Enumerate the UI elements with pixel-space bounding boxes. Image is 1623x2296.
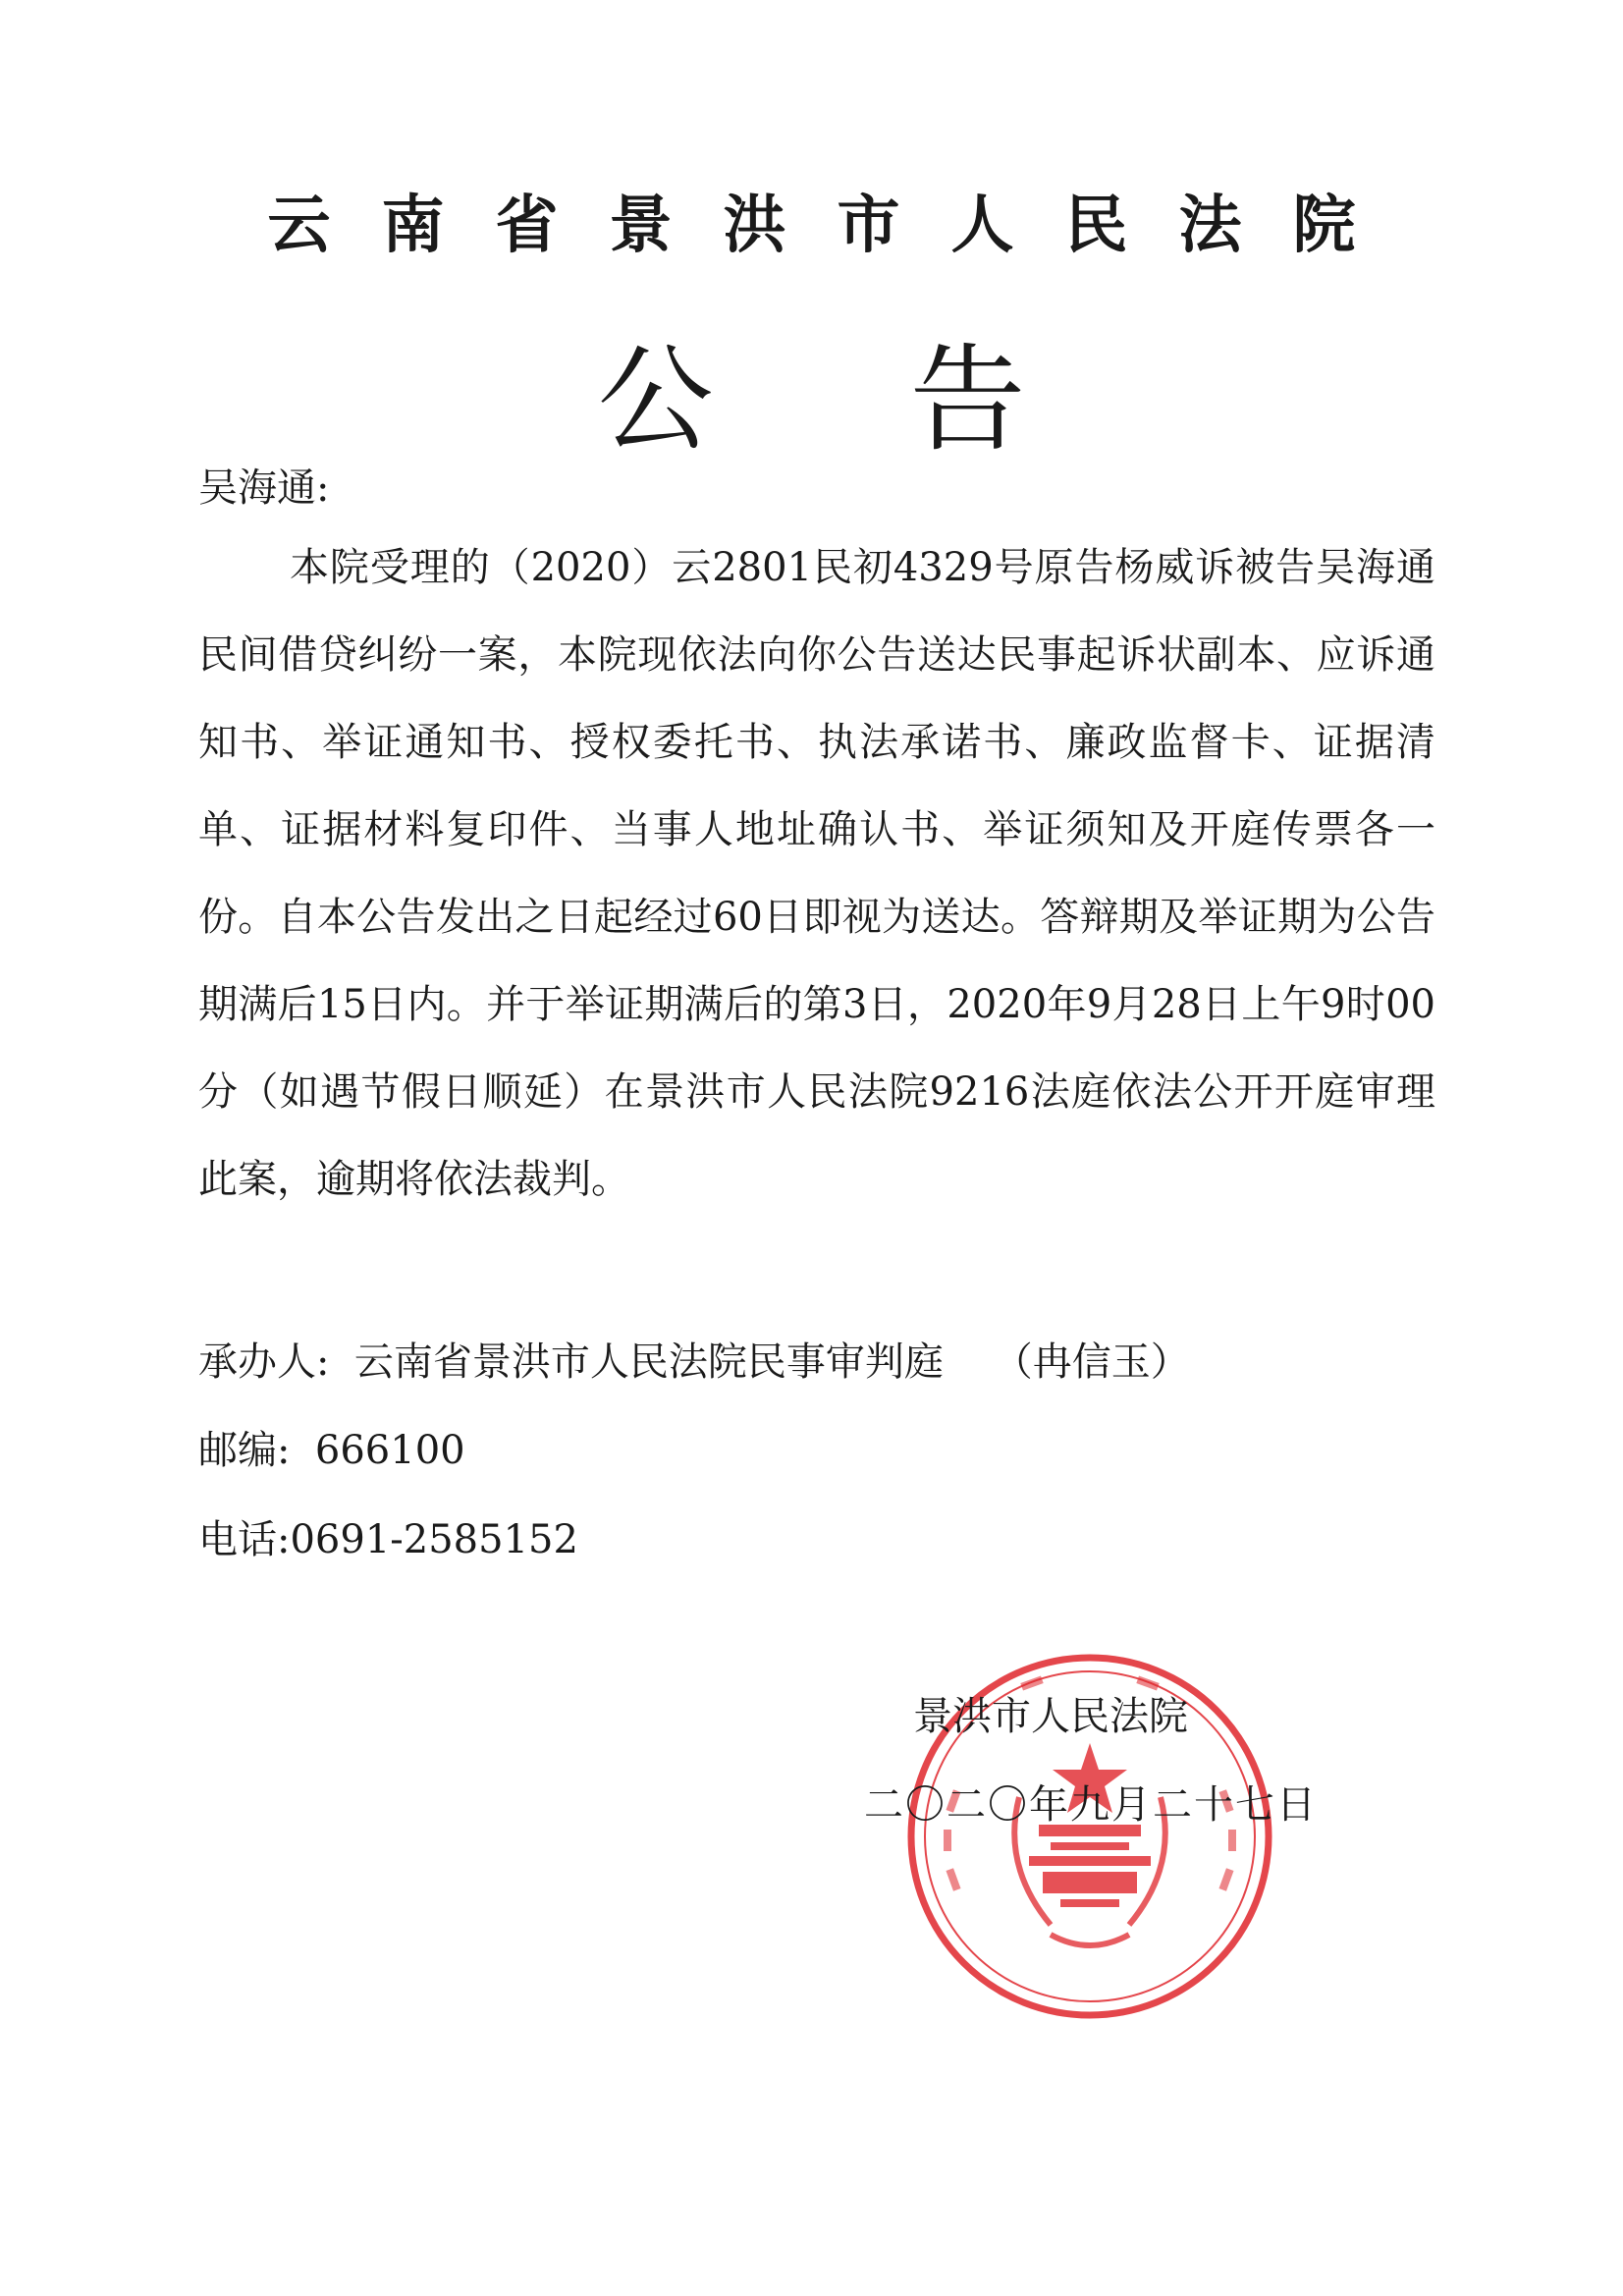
signature-date: 二〇二〇年九月二十七日 [864, 1782, 1318, 1828]
court-title: 云南省景洪市人民法院 [267, 190, 1407, 262]
addressee: 吴海通: [198, 465, 330, 511]
signature-court: 景洪市人民法院 [913, 1694, 1188, 1739]
notice-body-text: 本院受理的（2020）云2801民初4329号原告杨威诉被告吴海通民间借贷纠纷一案，本院现依法向你公告送达民事起诉状副本、应诉通知书、举证通知书、授权委托书、执法承诺书、廉政监督卡、证据清单、证据材料复印件、当事人地址确认书、举证须知及开庭传票各一份。自本公告发出之日起经过60日即视为送达。答辩期及举证期为公告期满后15日内。并于举证期满后的第3日，2020年9月28日上午9时00分（如遇节假日顺延）在景洪市人民法院9216法庭依法公开开庭审理此案，逾期将依法裁判。 [198, 545, 1435, 1202]
phone-line: 电话:0691-2585152 [198, 1517, 578, 1562]
document-title: 公告 [597, 332, 1222, 467]
handler-line: 承办人: 云南省景洪市人民法院民事审判庭 （冉信玉） [198, 1339, 1190, 1385]
notice-body [198, 524, 1435, 1224]
postcode-line: 邮编: 666100 [198, 1428, 465, 1473]
